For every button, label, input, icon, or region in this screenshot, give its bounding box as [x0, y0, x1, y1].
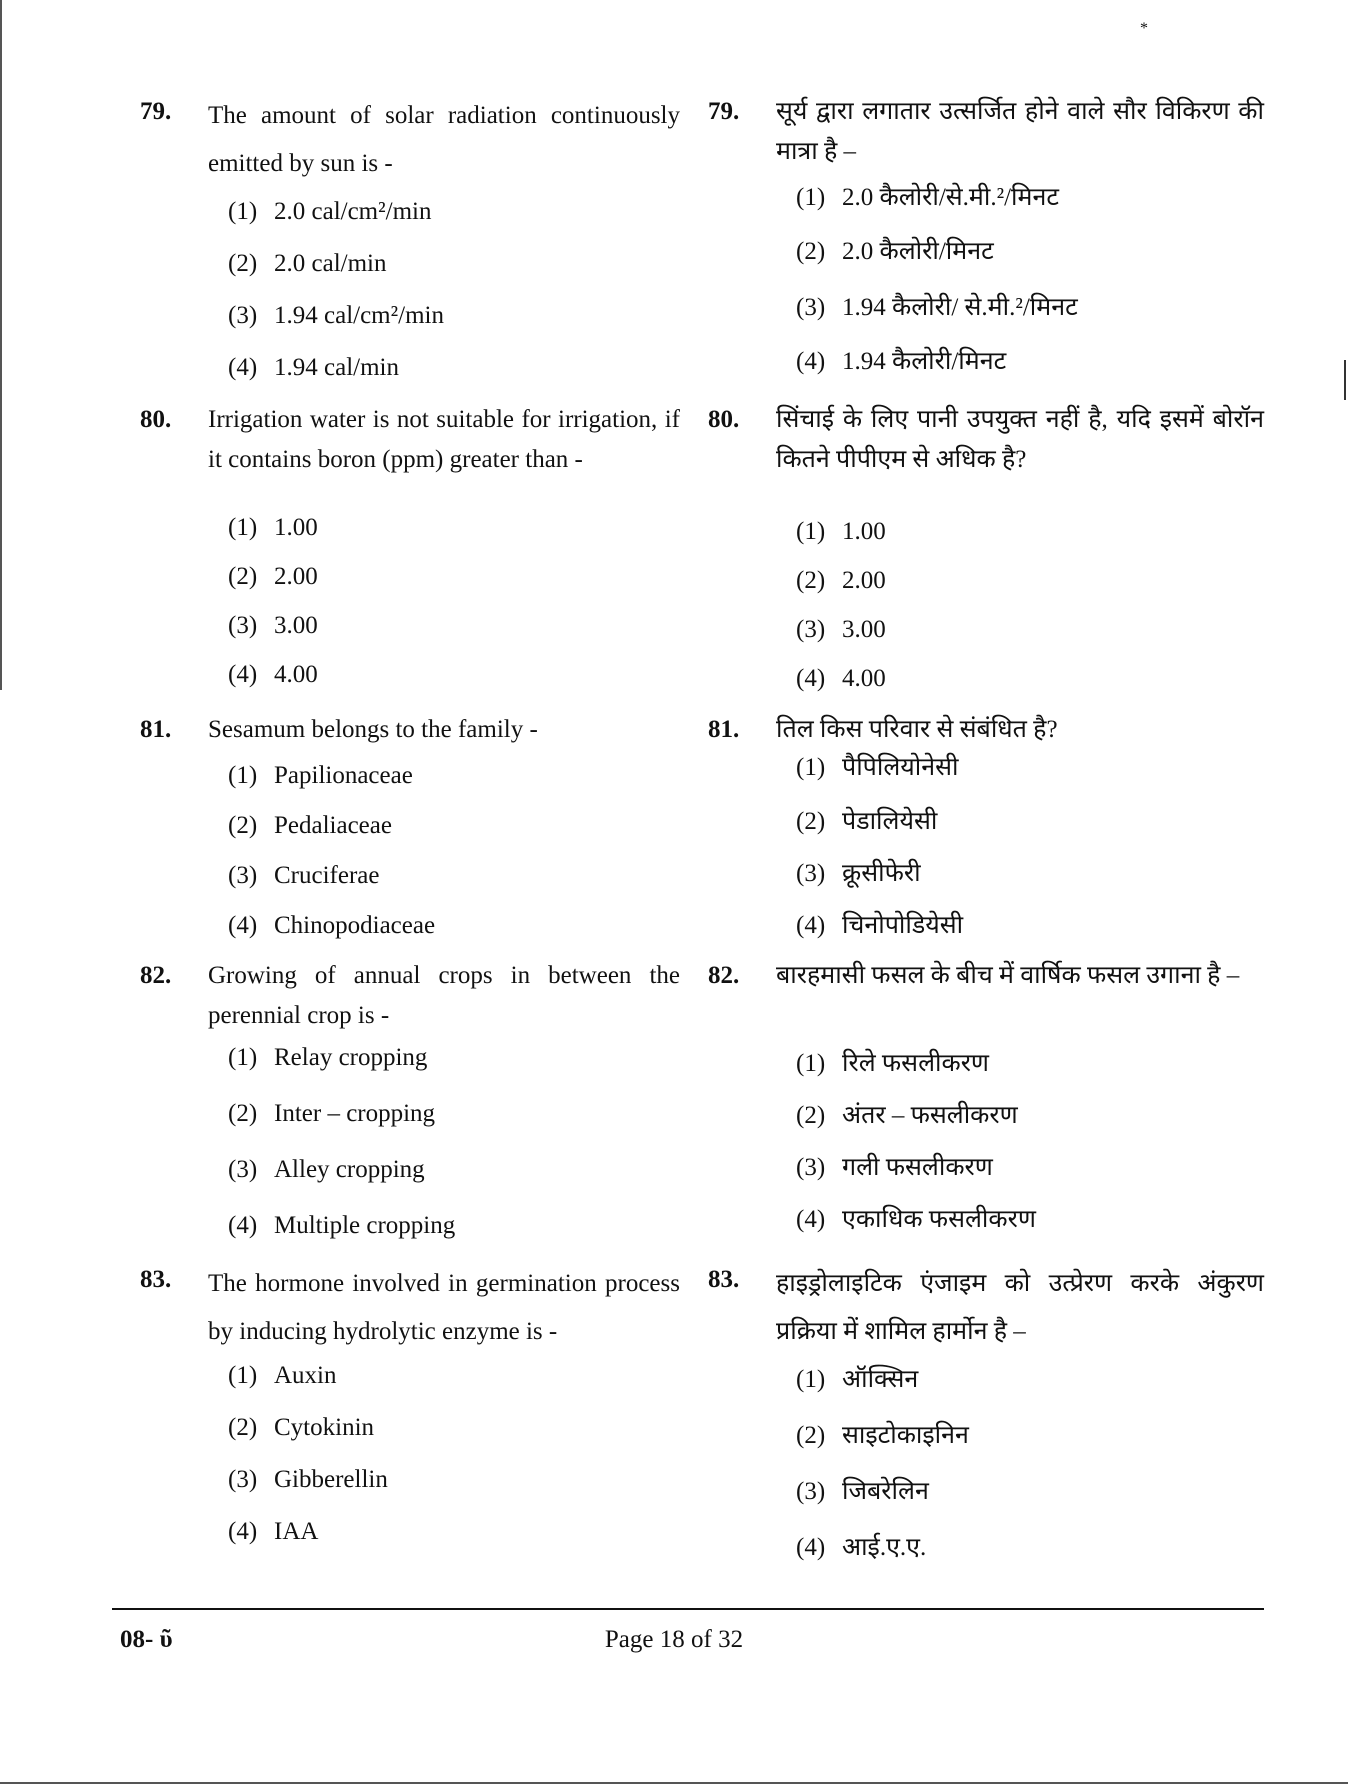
question-stem: Irrigation water is not suitable for irrigation, if it contains boron (ppm) greater than -: [208, 406, 680, 473]
option-label: (3): [796, 616, 826, 643]
question-number: 81.: [708, 716, 740, 743]
option-text: 2.0 कैलोरी/मिनट: [842, 238, 994, 265]
option-label: (3): [228, 1466, 258, 1493]
option-label: (3): [228, 1156, 258, 1183]
option-text: ऑक्सिन: [842, 1366, 919, 1393]
option-text: एकाधिक फसलीकरण: [842, 1206, 1036, 1233]
option-text: 1.94 कैलोरी/मिनट: [842, 348, 1007, 375]
option-text: 2.0 cal/cm²/min: [274, 198, 432, 225]
option-text: Multiple cropping: [274, 1212, 456, 1239]
option-text: Chinopodiaceae: [274, 912, 436, 939]
option-text: 1.00: [274, 514, 318, 541]
scan-bottom-line: [0, 1782, 1348, 1784]
option-label: (3): [796, 860, 826, 887]
question-stem: तिल किस परिवार से संबंधित है?: [776, 716, 1058, 743]
option-label: (3): [228, 862, 258, 889]
option-text: 4.00: [274, 661, 318, 688]
option-label: (4): [796, 348, 826, 375]
option-4: [796, 1528, 926, 1568]
option-text: Cytokinin: [274, 1414, 375, 1441]
option-1: [228, 1038, 427, 1078]
option-text: 2.0 cal/min: [274, 250, 387, 277]
question-stem: Growing of annual crops in between the perennial crop is -: [208, 962, 680, 1029]
option-2: [796, 1096, 1018, 1136]
option-1: [796, 178, 1059, 218]
question-stem: हाइड्रोलाइटिक एंजाइम को उत्प्रेरण करके अंकुरण प्रक्रिया में शामिल हार्मोन है –: [776, 1270, 1264, 1345]
question-stem: The hormone involved in germination process by inducing hydrolytic enzyme is -: [208, 1270, 680, 1345]
option-4: [228, 655, 318, 695]
option-label: (1): [228, 1044, 258, 1071]
option-3: [228, 1150, 425, 1190]
option-label: (1): [228, 514, 258, 541]
option-text: IAA: [274, 1518, 319, 1545]
question-number: 83.: [708, 1266, 740, 1293]
option-text: 4.00: [842, 665, 886, 692]
option-text: Inter – cropping: [274, 1100, 436, 1127]
option-text: जिबरेलिन: [842, 1478, 929, 1505]
option-1: [796, 512, 886, 552]
option-text: आई.ए.ए.: [842, 1534, 927, 1561]
scan-edge-line: [0, 0, 2, 690]
option-text: अंतर – फसलीकरण: [842, 1102, 1018, 1129]
question-number: 81.: [140, 716, 172, 743]
option-3: [228, 296, 444, 336]
option-label: (2): [796, 808, 826, 835]
option-2: [796, 802, 937, 842]
option-4: [228, 348, 399, 388]
option-label: (3): [228, 612, 258, 639]
option-text: चिनोपोडियेसी: [842, 912, 964, 939]
option-label: (4): [228, 1212, 258, 1239]
option-3: [228, 856, 379, 896]
option-text: 1.00: [842, 518, 886, 545]
option-label: (1): [796, 754, 826, 781]
option-2: [796, 232, 994, 272]
option-text: 1.94 cal/cm²/min: [274, 302, 444, 329]
option-text: Pedaliaceae: [274, 812, 392, 839]
page-mark: *: [1140, 20, 1148, 37]
option-4: [796, 342, 1006, 382]
option-3: [796, 288, 1078, 328]
question-number: 82.: [140, 962, 172, 989]
option-label: (2): [228, 563, 258, 590]
option-3: [796, 854, 921, 894]
option-label: (2): [228, 250, 258, 277]
option-label: (4): [228, 661, 258, 688]
option-1: [228, 1356, 337, 1396]
footer-divider: [112, 1608, 1264, 1610]
option-3: [228, 1460, 388, 1500]
option-label: (2): [228, 1414, 258, 1441]
option-1: [228, 756, 413, 796]
option-1: [796, 1360, 918, 1400]
question-number: 82.: [708, 962, 740, 989]
question-stem: बारहमासी फसल के बीच में वार्षिक फसल उगाना है –: [776, 962, 1240, 989]
option-label: (1): [228, 1362, 258, 1389]
option-text: 1.94 कैलोरी/ से.मी.²/मिनट: [842, 294, 1078, 321]
option-text: साइटोकाइनिन: [842, 1422, 969, 1449]
option-2: [796, 561, 886, 601]
option-4: [796, 1200, 1036, 1240]
option-label: (2): [796, 1102, 826, 1129]
question-number: 79.: [708, 98, 740, 125]
option-label: (4): [228, 1518, 258, 1545]
option-label: (2): [796, 567, 826, 594]
option-2: [228, 244, 386, 284]
option-2: [796, 1416, 969, 1456]
option-label: (3): [796, 294, 826, 321]
option-text: Cruciferae: [274, 862, 380, 889]
option-text: 2.00: [274, 563, 318, 590]
option-label: (1): [228, 762, 258, 789]
option-text: Alley cropping: [274, 1156, 425, 1183]
option-text: पेडालियेसी: [842, 808, 938, 835]
option-label: (3): [228, 302, 258, 329]
option-label: (2): [796, 238, 826, 265]
option-1: [228, 192, 431, 232]
option-3: [228, 606, 318, 646]
option-label: (2): [796, 1422, 826, 1449]
option-4: [228, 1206, 455, 1246]
option-1: [796, 748, 959, 788]
question-stem: सिंचाई के लिए पानी उपयुक्त नहीं है, यदि इसमें बोरॉन कितने पीपीएम से अधिक है?: [776, 406, 1264, 473]
option-text: Auxin: [274, 1362, 337, 1389]
option-2: [228, 806, 392, 846]
option-label: (4): [228, 354, 258, 381]
option-label: (2): [228, 812, 258, 839]
question-number: 79.: [140, 98, 172, 125]
option-text: 2.00: [842, 567, 886, 594]
option-4: [228, 906, 435, 946]
option-text: 3.00: [842, 616, 886, 643]
option-label: (1): [796, 518, 826, 545]
option-text: क्रूसीफेरी: [842, 860, 921, 887]
option-label: (4): [228, 912, 258, 939]
page-number: Page 18 of 32: [604, 1626, 744, 1653]
question-number: 80.: [708, 406, 740, 433]
option-4: [228, 1512, 318, 1552]
option-label: (1): [796, 1366, 826, 1393]
option-text: 3.00: [274, 612, 318, 639]
option-label: (4): [796, 665, 826, 692]
option-text: 1.94 cal/min: [274, 354, 399, 381]
option-label: (1): [228, 198, 258, 225]
option-3: [796, 610, 886, 650]
option-label: (4): [796, 912, 826, 939]
option-text: Papilionaceae: [274, 762, 413, 789]
option-text: पैपिलियोनेसी: [842, 754, 959, 781]
option-text: Relay cropping: [274, 1044, 428, 1071]
option-text: 2.0 कैलोरी/से.मी.²/मिनट: [842, 184, 1059, 211]
option-text: गली फसलीकरण: [842, 1154, 993, 1181]
question-stem: Sesamum belongs to the family -: [208, 716, 538, 743]
question-stem: The amount of solar radiation continuously emitted by sun is -: [208, 102, 680, 177]
option-1: [228, 508, 318, 548]
option-label: (2): [228, 1100, 258, 1127]
booklet-code: 08- ῦ: [120, 1626, 173, 1653]
option-label: (4): [796, 1534, 826, 1561]
question-stem: सूर्य द्वारा लगातार उत्सर्जित होने वाले सौर विकिरण की मात्रा है –: [776, 98, 1264, 165]
scan-edge-mark: [1344, 360, 1346, 400]
question-number: 83.: [140, 1266, 172, 1293]
option-label: (3): [796, 1154, 826, 1181]
question-number: 80.: [140, 406, 172, 433]
option-label: (3): [796, 1478, 826, 1505]
option-text: Gibberellin: [274, 1466, 388, 1493]
option-label: (1): [796, 184, 826, 211]
option-text: रिले फसलीकरण: [842, 1050, 990, 1077]
option-3: [796, 1148, 993, 1188]
option-label: (4): [796, 1206, 826, 1233]
option-4: [796, 906, 963, 946]
option-4: [796, 659, 886, 699]
option-2: [228, 1094, 435, 1134]
option-2: [228, 1408, 374, 1448]
option-2: [228, 557, 318, 597]
option-label: (1): [796, 1050, 826, 1077]
option-1: [796, 1044, 989, 1084]
option-3: [796, 1472, 929, 1512]
